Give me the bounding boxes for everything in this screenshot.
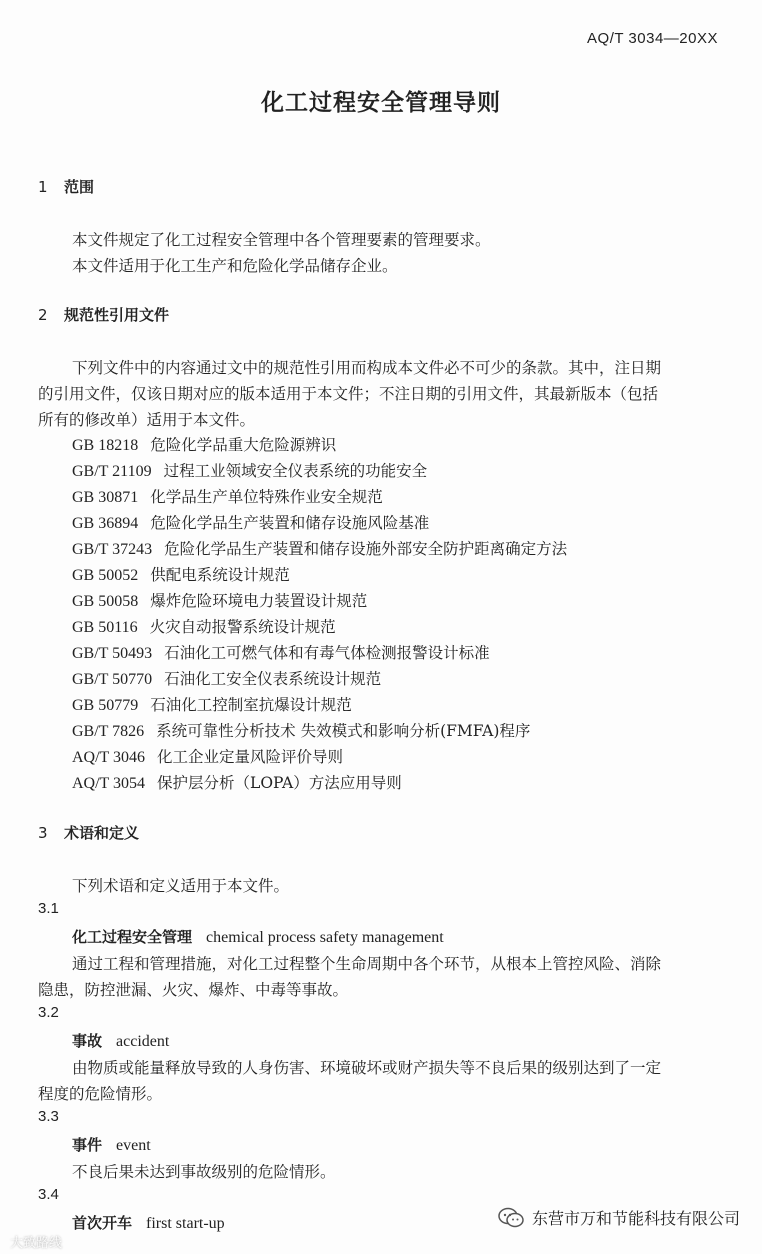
term-en: event [116, 1137, 151, 1154]
definition: 由物质或能量释放导致的人身伤害、环境破坏或财产损失等不良后果的级别达到了一定 [72, 1059, 662, 1077]
reference-item [72, 771, 402, 793]
ref-title: 爆炸危险环境电力装置设计规范 [150, 592, 368, 610]
ref-code: AQ/T 3054 [72, 775, 146, 792]
wechat-icon [498, 1207, 524, 1229]
reference-item [72, 537, 567, 559]
term-cn: 化工过程安全管理 [72, 928, 193, 946]
reference-item [72, 641, 490, 663]
ref-code: GB/T 21109 [72, 463, 152, 480]
reference-item [72, 719, 530, 741]
ref-code: GB/T 7826 [72, 723, 145, 740]
term-en: first start-up [146, 1215, 225, 1232]
section-1-heading [38, 176, 94, 197]
reference-item [72, 615, 336, 637]
ref-title: 化工企业定量风险评价导则 [157, 748, 344, 766]
ref-title: 化学品生产单位特殊作业安全规范 [150, 488, 383, 506]
ref-code: GB 50116 [72, 619, 138, 636]
reference-item [72, 667, 381, 689]
ref-title: 石油化工控制室抗爆设计规范 [150, 696, 352, 714]
reference-item [72, 563, 290, 585]
ref-code: GB 18218 [72, 437, 139, 454]
reference-item [72, 485, 383, 507]
document-title: 化工过程安全管理导则 [261, 90, 501, 116]
section-number: 1 [38, 178, 48, 196]
ref-code: GB/T 50770 [72, 671, 153, 688]
ref-code: GB 50052 [72, 567, 139, 584]
term-en: accident [116, 1033, 170, 1050]
paragraph: 本文件规定了化工过程安全管理中各个管理要素的管理要求。 [72, 231, 491, 249]
ref-title: 供配电系统设计规范 [150, 566, 290, 584]
ref-code: GB 36894 [72, 515, 139, 532]
section-title: 规范性引用文件 [64, 306, 170, 324]
definition: 不良后果未达到事故级别的危险情形。 [72, 1163, 336, 1181]
term-entry [72, 926, 444, 947]
ref-title: 石油化工可燃气体和有毒气体检测报警设计标准 [164, 644, 490, 662]
document-number: AQ/T 3034—20XX [587, 30, 718, 47]
definition: 隐患，防控泄漏、火灾、爆炸、中毒等事故。 [38, 981, 349, 999]
section-title: 术语和定义 [64, 824, 140, 842]
term-entry [72, 1030, 169, 1051]
ref-title: 石油化工安全仪表系统设计规范 [164, 670, 382, 688]
paragraph: 的引用文件，仅该日期对应的版本适用于本文件；不注日期的引用文件，其最新版本（包括 [38, 385, 659, 403]
watermark-text: 大致路线 [10, 1236, 63, 1251]
reference-item [72, 693, 352, 715]
ref-code: GB/T 50493 [72, 645, 153, 662]
reference-item [72, 433, 336, 455]
ref-title: 危险化学品生产装置和储存设施外部安全防护距离确定方法 [164, 540, 568, 558]
definition: 程度的危险情形。 [38, 1085, 163, 1103]
ref-title: 危险化学品生产装置和储存设施风险基准 [150, 514, 430, 532]
ref-title: 保护层分析（LOPA）方法应用导则 [157, 774, 402, 792]
ref-title: 火灾自动报警系统设计规范 [149, 618, 336, 636]
ref-title: 系统可靠性分析技术 失效模式和影响分析(FMFA)程序 [156, 722, 531, 740]
term-entry [72, 1134, 151, 1155]
paragraph: 下列文件中的内容通过文中的规范性引用而构成本文件必不可少的条款。其中，注日期 [72, 359, 662, 377]
definition: 通过工程和管理措施，对化工过程整个生命周期中各个环节，从根本上管控风险、消除 [72, 955, 662, 973]
ref-code: GB 30871 [72, 489, 139, 506]
reference-item [72, 589, 367, 611]
paragraph: 下列术语和定义适用于本文件。 [72, 877, 290, 895]
reference-item [72, 459, 427, 481]
reference-item [72, 511, 429, 533]
term-cn: 首次开车 [72, 1214, 133, 1232]
ref-title: 过程工业领域安全仪表系统的功能安全 [163, 462, 428, 480]
section-number: 3 [38, 824, 48, 842]
reference-item [72, 745, 343, 767]
publisher-name: 东营市万和节能科技有限公司 [531, 1209, 740, 1228]
paragraph: 所有的修改单）适用于本文件。 [38, 411, 256, 429]
section-2-heading [38, 304, 169, 325]
term-cn: 事故 [72, 1032, 103, 1050]
paragraph: 本文件适用于化工生产和危险化学品储存企业。 [72, 257, 398, 275]
section-title: 范围 [64, 178, 95, 196]
section-3-heading [38, 822, 139, 843]
clause-number: 3.2 [38, 1004, 59, 1021]
publisher-badge [498, 1206, 740, 1229]
ref-code: GB 50058 [72, 593, 139, 610]
ref-code: AQ/T 3046 [72, 749, 146, 766]
clause-number: 3.1 [38, 900, 59, 917]
term-en: chemical process safety management [206, 929, 444, 946]
ref-code: GB/T 37243 [72, 541, 153, 558]
ref-title: 危险化学品重大危险源辨识 [150, 436, 337, 454]
term-entry [72, 1212, 225, 1233]
ref-code: GB 50779 [72, 697, 139, 714]
clause-number: 3.3 [38, 1108, 59, 1125]
section-number: 2 [38, 306, 48, 324]
term-cn: 事件 [72, 1136, 103, 1154]
clause-number: 3.4 [38, 1186, 59, 1203]
